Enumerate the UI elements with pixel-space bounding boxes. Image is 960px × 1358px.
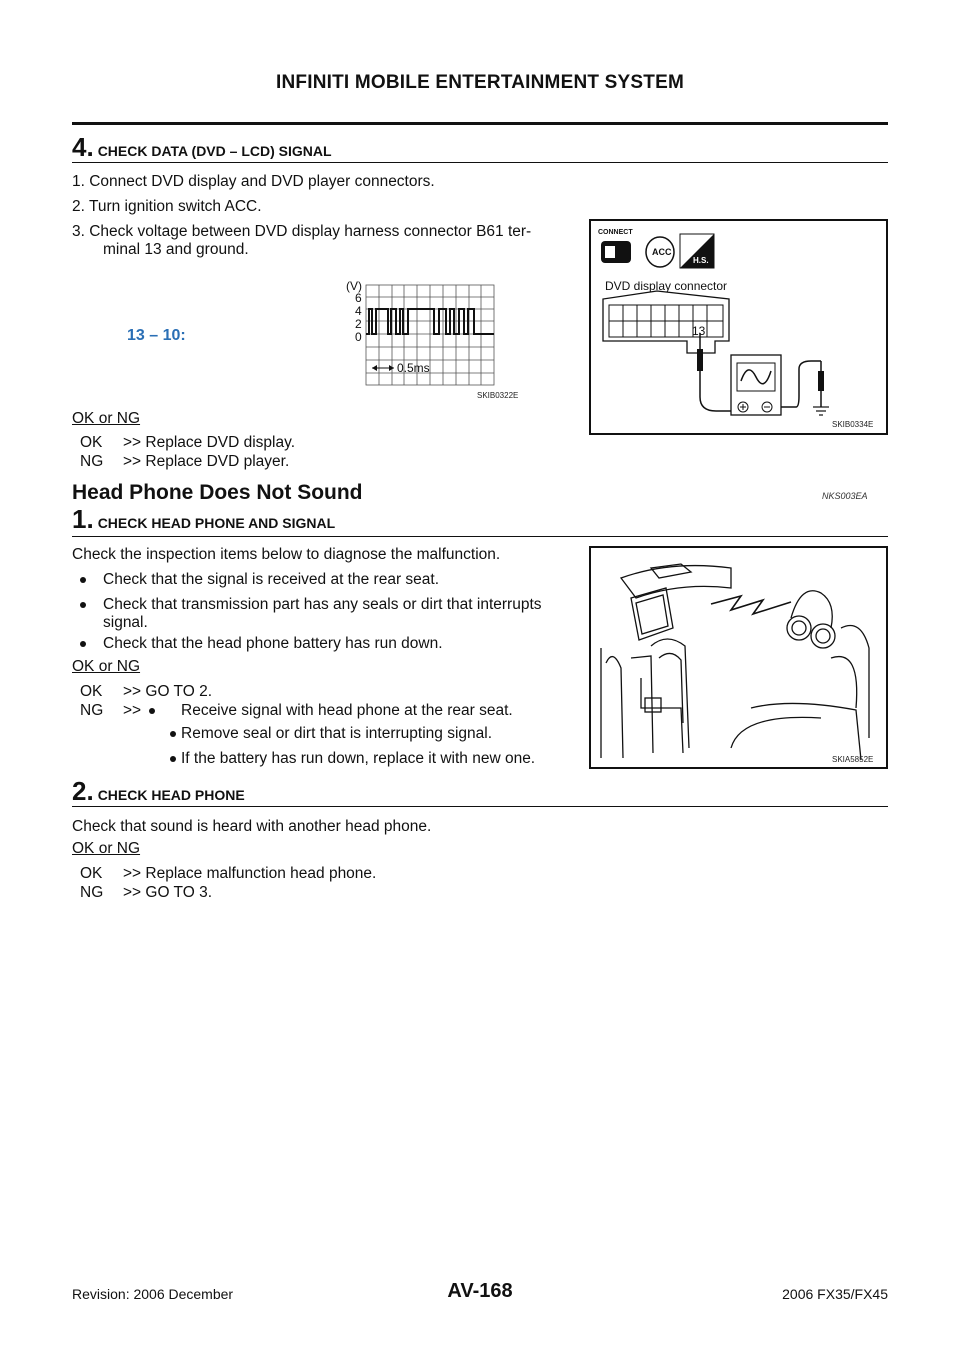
bullet-icon [80, 602, 86, 608]
bullet-icon [149, 708, 155, 714]
step4-instruction-1: 1. Connect DVD display and DVD player connectors. [72, 173, 435, 190]
step1-ng-item-3: If the battery has run down, replace it with new one. [181, 750, 536, 767]
bullet-icon [170, 756, 176, 762]
step1-ng-key: NG [80, 702, 104, 719]
headphone-figure-code: SKIA5852E [832, 755, 874, 764]
step2-ok-key: OK [80, 865, 103, 882]
footer-revision: Revision: 2006 December [72, 1286, 234, 1302]
step1-bullet-1: Check that the signal is received at the rear seat. [103, 571, 440, 588]
step1-okng: OK or NG [72, 658, 141, 675]
bullet-icon [170, 731, 176, 737]
waveform-tick-4: 4 [355, 304, 362, 318]
step1-title: CHECK HEAD PHONE AND SIGNAL [97, 515, 336, 531]
step4-ok-key: OK [80, 434, 103, 451]
bullet-icon [80, 641, 86, 647]
step2-intro: Check that sound is heard with another head phone. [72, 818, 432, 835]
step1-bullet-2: Check that transmission part has any seals or dirt that interrupts [103, 596, 542, 613]
step1-ng-prefix: >> [123, 702, 142, 719]
header-rule [72, 122, 888, 125]
step4-number: 4. [72, 132, 94, 162]
page-header: INFINITI MOBILE ENTERTAINMENT SYSTEM [276, 72, 684, 93]
connector-pin-label: 13 [692, 324, 706, 338]
waveform-tick-0: 0 [355, 330, 362, 344]
waveform-graph [340, 278, 540, 400]
waveform-unit: (V) [346, 279, 362, 293]
step4-instruction-3: 3. Check voltage between DVD display harness connector B61 ter- [72, 223, 532, 240]
bullet-icon [80, 577, 86, 583]
terminal-label: 13 – 10: [127, 327, 186, 344]
connector-figure-code: SKIB0334E [832, 420, 874, 429]
step4-heading [72, 132, 332, 163]
step2-okng: OK or NG [72, 840, 141, 857]
step2-number: 2. [72, 776, 94, 806]
step1-intro: Check the inspection items below to diagnose the malfunction. [72, 546, 501, 563]
connector-name-label: DVD display connector [605, 279, 728, 293]
waveform-time-label: 0.5ms [397, 361, 430, 375]
step2-ng-text: >> GO TO 3. [123, 884, 213, 901]
step2-rule [72, 806, 888, 807]
step2-ng-key: NG [80, 884, 104, 901]
step4-rule [72, 162, 888, 163]
step4-title: CHECK DATA (DVD – LCD) SIGNAL [97, 143, 332, 159]
waveform-tick-2: 2 [355, 317, 362, 331]
step1-rule [72, 536, 888, 537]
section-code: NKS003EA [822, 491, 868, 501]
waveform-code: SKIB0322E [477, 391, 519, 400]
step4-instruction-2: 2. Turn ignition switch ACC. [72, 198, 262, 215]
step1-bullet-3: Check that the head phone battery has run down. [103, 635, 443, 652]
page-number: AV-168 [447, 1280, 513, 1302]
headphone-figure [589, 546, 888, 769]
step1-ok-text: >> GO TO 2. [123, 683, 213, 700]
step4-ng-text: >> Replace DVD player. [123, 453, 290, 470]
step1-heading [72, 504, 335, 535]
step1-ok-key: OK [80, 683, 103, 700]
step2-title: CHECK HEAD PHONE [97, 787, 245, 803]
hs-label: H.S. [693, 256, 709, 265]
step1-bullet-2b: signal. [103, 614, 148, 631]
step4-ng-key: NG [80, 453, 104, 470]
step2-heading [72, 776, 245, 807]
step4-ok-text: >> Replace DVD display. [123, 434, 296, 451]
step4-instruction-3b: minal 13 and ground. [103, 241, 249, 258]
step4-okng: OK or NG [72, 410, 141, 427]
waveform-tick-6: 6 [355, 291, 362, 305]
connect-label: CONNECT [598, 229, 633, 236]
acc-label: ACC [652, 247, 672, 257]
step1-number: 1. [72, 504, 94, 534]
step1-ng-item-2: Remove seal or dirt that is interrupting signal. [181, 725, 493, 742]
section-title: Head Phone Does Not Sound [72, 481, 363, 504]
step1-ng-item-1: Receive signal with head phone at the rear seat. [181, 702, 513, 719]
connector-figure [589, 219, 888, 435]
footer-model: 2006 FX35/FX45 [782, 1286, 888, 1302]
step2-ok-text: >> Replace malfunction head phone. [123, 865, 377, 882]
